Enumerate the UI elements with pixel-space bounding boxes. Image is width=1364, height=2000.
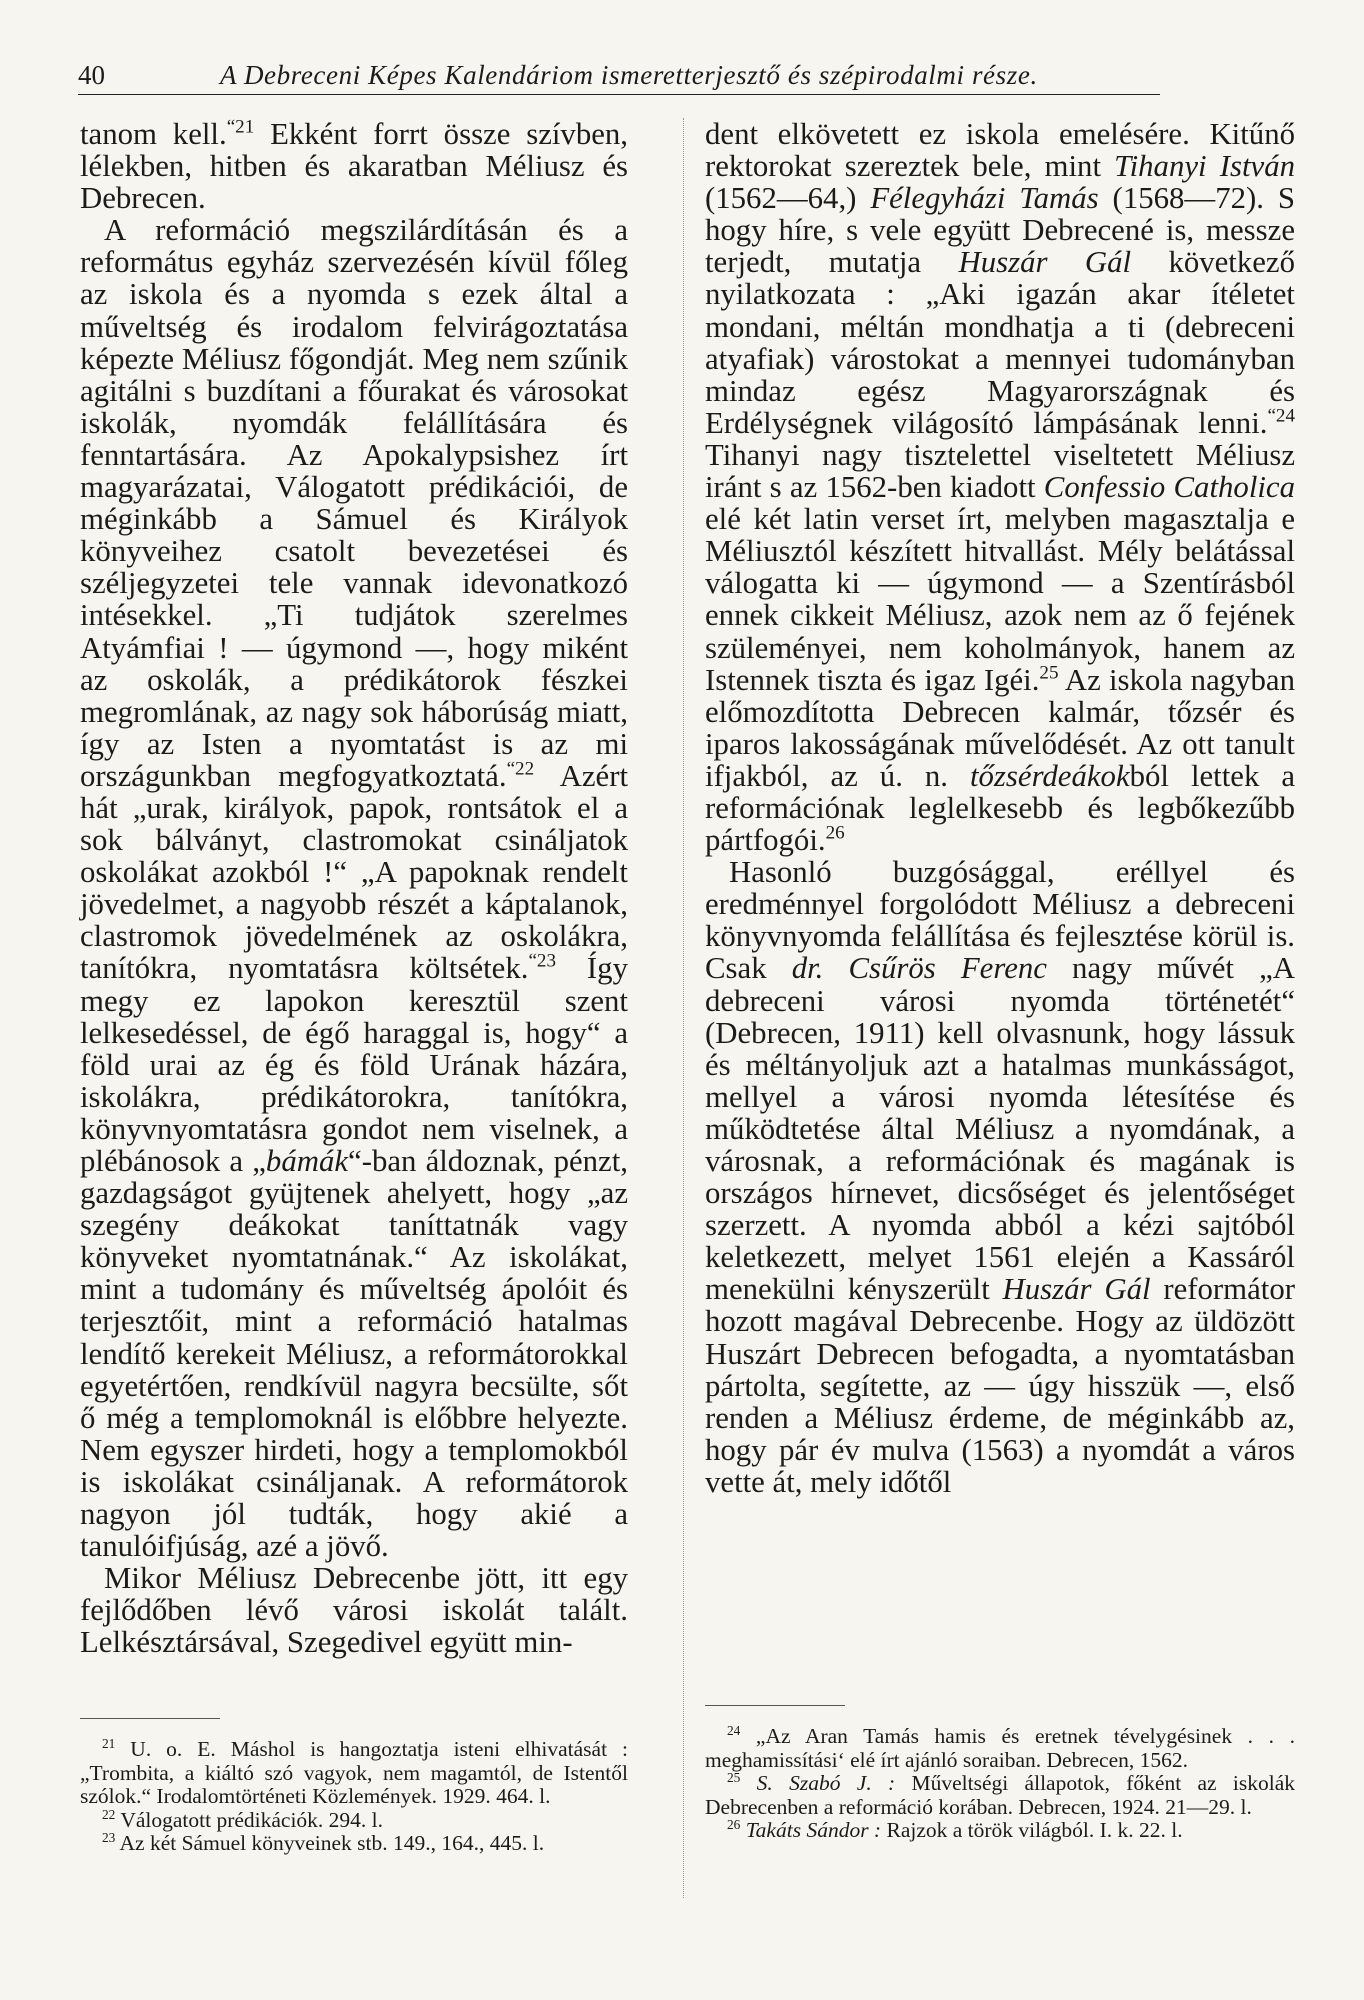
text-run: Műveltségi állapotok, főként az iskolák Debrecenben a reformáció korában. Debrecen, 1924. 21—29. l. [705,1771,1296,1819]
text-run: Az iskola nagyban előmozdította Debrecen kalmár, tőzsér és iparos lakosságának művelődését. Az ott tanult ifjakból, az ú. n. [705,662,1295,793]
text-run: (1562—64,) [705,181,871,216]
emphasis-text: bámák [265,1144,349,1178]
emphasis-text: Confessio Catholica [1043,470,1295,505]
running-title: A Debreceni Képes Kalendáriom ismeretterjesztő és szépirodalmi része. [220,60,1038,90]
footnote-ref: 26 [727,1816,741,1832]
left-column [80,118,628,1659]
footnote-ref: “22 [506,758,535,780]
paragraph [705,118,1295,856]
text-run: U. o. E. Máshol is hangoztatja isteni elhivatását : „Trombita, a kiáltó szó vagyok, nem magamtól, de Istentől szólok.“ Irodalomtörténeti Közlemények. 1929. 464. l. [80,1737,628,1808]
text-run: elé két latin verset írt, melyben magasztalja e Méliusztól készített hitvallást. Mély belátással válogatta ki — úgymond — a Szentírásból ennek cikkeit Méliusz, azok nem az ő fejének szüleményei, nem koholmányok, hanem az Istennek tiszta és igaz Igéi. [705,502,1295,697]
text-run: dent elkövetett ez iskola emelésére. Kitűnő rektorokat szereztek bele, mint [705,117,1295,184]
footnote-rule [80,1718,220,1719]
footnote [80,1829,628,1856]
emphasis-text: Huszár Gál [958,245,1132,280]
footnote-ref: 24 [727,1722,741,1738]
text-run: (1568—72). S hogy híre, s vele együtt Debrecené is, messze terjedt, mutatja [705,181,1295,280]
footnote [705,1816,1295,1843]
footnote-ref: 25 [727,1769,741,1785]
emphasis-text: S. Szabó J. : [756,1771,896,1795]
footnote [705,1769,1296,1819]
footnote-ref: 26 [825,822,845,844]
footnote-ref: 21 [102,1735,116,1751]
emphasis-text: Huszár Gál [1002,1272,1151,1307]
text-run: Így megy ez lapokon keresztül szent lelkesedéssel, de égő haraggal is, hogy“ a föld urai az ég és föld Urának házára, iskolákra, prédikátorokra, tanítókra, könyvnyomtatásra gondot nem viselnek, a plébánosok a „ [80,951,628,1178]
footnote-ref: 25 [1039,662,1059,684]
text-run: Az két Sámuel könyveinek stb. 149., 164., 445. l. [115,1831,545,1855]
footnote [80,1735,628,1809]
footnotes-right [705,1722,1296,1843]
text-run: Ekként forrt össze szívben, lélekben, hitben és akaratban Méliusz és Debrecen. [80,117,628,216]
emphasis-text: Tihanyi István [1114,149,1295,184]
text-run: következő nyilatkozata : „Aki igazán akar ítéletet mondani, méltán mondhatja a ti (debreceni atyafiak) várostokat a mennyei tudományban mindaz egész Magyarországnak és Erdélységnek világosító lámpásának lenni. [705,245,1295,440]
footnote-ref: “21 [226,116,255,138]
footnote [705,1722,1295,1772]
text-run: Hasonló buzgósággal, eréllyel és eredménnyel forgolódott Méliusz a debreceni könyvnyomda felállítása és fejlesztése körül is. Csak [705,855,1295,986]
emphasis-text: Félegyházi Tamás [870,181,1099,216]
emphasis-text: tőzsérdeákok [969,758,1130,793]
paragraph [80,118,628,214]
text-run: ból lettek a reformációnak leglelkesebb és legbőkezűbb pártfogói. [705,758,1296,858]
column-divider [683,118,684,1898]
text-run: Azért hát „urak, királyok, papok, rontsátok el a sok bálványt, clastromokat csináljatok oskolákat azokból !“ „A papoknak rendelt jövedelmet, a nagyobb részét a káptalanok, clastromok jövedelmének az oskolákra, tanítókra, nyomtatásra költsétek. [80,758,628,986]
footnote [80,1806,628,1833]
text-run: reformátor hozott magával Debrecenbe. Hogy az üldözött Huszárt Debrecen befogadta, a nyomtatásban pártolta, segítette, az — úgy hisszük —, első renden a Méliusz érdeme, de méginkább az, hogy pár év mulva (1563) a nyomdát a város vette át, mely időtől [705,1272,1295,1499]
right-column [705,118,1295,1498]
text-run: Rajzok a török világból. I. k. 22. l. [881,1818,1183,1842]
footnote-ref: 22 [102,1806,116,1822]
paragraph [80,1562,628,1658]
text-run: A reformáció megszilárdításán és a református egyház szervezésén kívül főleg az iskola és a nyomda s ezek által a műveltség és irodalom felvirágoztatása képezte Méliusz főgondját. Meg nem szűnik agitálni s buzdítani a főurakat és városokat iskolák, nyomdák felállítására és fenntartására. Az Apokalypsishez írt magyarázatai, Válogatott prédikációi, de méginkább a Sámuel és Királyok könyveihez csatolt bevezetései és széljegyzetei tele vannak idevonatkozó intésekkel. „Ti tudjátok szerelmes Atyámfiai ! — úgymond —, hogy miként az oskolák, a prédikátorok fészkei megromlának, az nagy sok háborúság miatt, így az Isten a nyomtatást is az mi országunkban megfogyatkoztatá. [80,213,628,793]
footnote-rule [705,1705,845,1706]
text-run: Válogatott prédikációk. 294. l. [115,1807,384,1832]
text-run [740,1771,756,1795]
running-header [78,60,1160,95]
text-run: nagy művét „A debreceni városi nyomda történetét“ (Debrecen, 1911) kell olvasnunk, hogy lássuk és méltányoljuk azt a hatalmas munkásságot, mellyel a városi nyomda létesítése és működtetése által Méliusz a nyomdának, a városnak, a reformációnak és magának is országos hírnevet, dicsőséget és jelentőséget szerzett. A nyomda abból a kézi sajtóból keletkezett, melyet 1561 elején a Kassáról menekülni kényszerült [705,951,1295,1307]
footnote-ref: 23 [102,1829,116,1845]
text-run: tanom kell. [80,117,227,151]
text-run: „Az Aran Tamás hamis és eretnek tévelygésinek . . . meghamissításiʻ elé írt ajánló soraiban. Debrecen, 1562. [705,1724,1295,1772]
emphasis-text: Takáts Sándor : [745,1818,882,1842]
footnote-ref: “23 [528,951,556,973]
footnotes-left [80,1735,628,1856]
page-number: 40 [78,60,105,90]
text-run: Tihanyi nagy tisztelettel viseltetett Méliusz iránt s az 1562-ben kiadott [705,437,1295,505]
emphasis-text: dr. Csűrös Ferenc [791,951,1047,986]
text-run: Mikor Méliusz Debrecenbe jött, itt egy fejlődőben lévő városi iskolát talált. Lelkésztársával, Szegedivel együtt min- [80,1561,628,1660]
paragraph [80,214,628,1562]
footnote-ref: “24 [1267,405,1295,427]
paragraph [705,856,1295,1498]
text-run: “-ban áldoznak, pénzt, gazdagságot gyüjtenek ahelyett, hogy „az szegény deákokat taníttatnák vagy könyveket nyomtatnának.“ Az iskolákat, mint a tudomány és műveltség ápolóit és terjesztőit, mint a reformáció hatalmas lendítő kerekeit Méliusz, a reformátorokkal egyetértően, rendkívül nagyra becsülte, sőt ő még a templomoknál is előbbre helyezte. Nem egyszer hirdeti, hogy a templomokból is iskolákat csináljanak. A reformátorok nagyon jól tudták, hogy akié a tanulóifjúság, azé a jövő. [80,1144,628,1564]
